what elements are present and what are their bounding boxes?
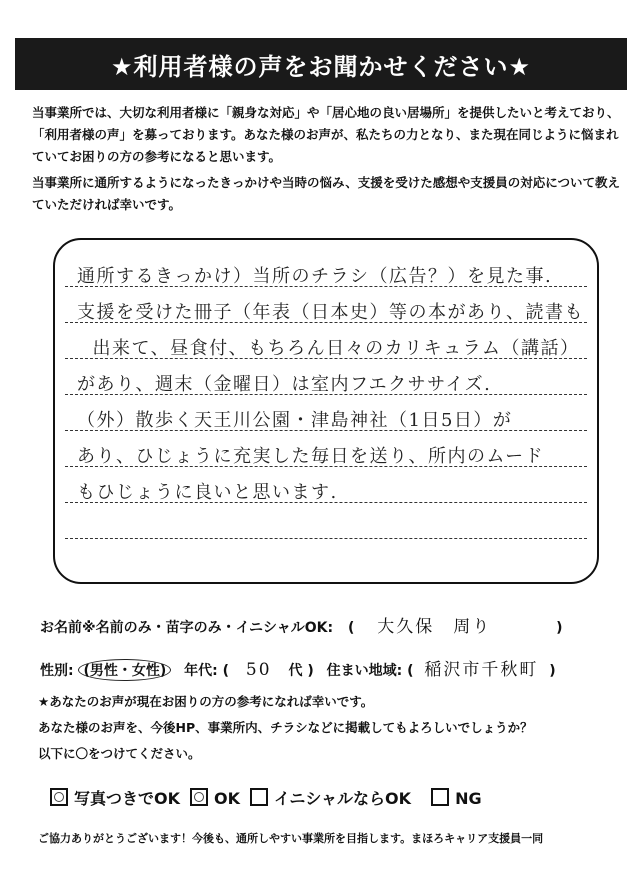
consent-option-ng[interactable]: NG — [431, 788, 482, 808]
handwritten-line: あり、ひじょうに充実した毎日を送り、所内のムード — [77, 446, 545, 467]
area-value[interactable]: 稲沢市千秋町 — [424, 660, 539, 680]
handwritten-line: 支援を受けた冊子（年表（日本史）等の本があり、読書も — [77, 302, 584, 323]
checkbox-icon[interactable] — [250, 788, 268, 806]
checkbox-icon[interactable] — [431, 788, 449, 806]
checkbox-icon[interactable] — [50, 788, 68, 806]
handwritten-line: （外）散歩く天王川公園・津島神社（1日5日）が — [77, 410, 513, 431]
footer-text: ご協力ありがとうございます！今後も、通所しやすい事業所を目指します。まほろキャリア支援員一同 — [38, 832, 544, 845]
area-label: 住まい地域: — [326, 663, 403, 679]
handwritten-line: があり、週末（金曜日）は室内フエクササイズ. — [77, 374, 492, 395]
handwritten-line: もひじょうに良いと思います. — [77, 482, 338, 503]
age-value[interactable]: 50 — [245, 660, 272, 680]
consent-option-photo[interactable]: 写真つきでOK — [50, 786, 180, 809]
note-line: 以下に〇をつけてください。 — [38, 746, 201, 761]
comment-box — [53, 238, 599, 584]
checkbox-icon[interactable] — [190, 788, 208, 806]
note-line: ★あなたのお声が現在お困りの方の参考になれば幸いです。 — [38, 694, 374, 709]
consent-option-initial[interactable]: イニシャルならOK — [250, 786, 411, 809]
name-label: お名前※名前のみ・苗字のみ・イニシャルOK: — [40, 620, 334, 636]
consent-options — [50, 786, 482, 809]
intro-paragraph: 当事業所では、大切な利用者様に「親身な対応」や「居心地の良い居場所」を提供したいと考えており、「利用者様の声」を募っております。あなた様のお声が、私たちの力となり、また現在同じように悩まれていてお困りの方の参考になると思います。 — [32, 105, 620, 164]
page-title-banner — [15, 38, 627, 90]
gender-options[interactable]: (男性・女性) — [78, 659, 171, 681]
page-title: ★利用者様の声をお聞かせください★ — [110, 52, 532, 81]
name-value[interactable]: 大久保 周り — [377, 617, 492, 637]
consent-option-ok[interactable]: OK — [190, 788, 240, 808]
age-suffix: 代 — [288, 663, 303, 679]
handwritten-line: 出来て、昼食付、もちろん日々のカリキュラム（講話） — [73, 338, 580, 359]
name-row: お名前※名前のみ・苗字のみ・イニシャルOK: ( 大久保 周り ) — [40, 617, 563, 637]
gender-label: 性別: — [40, 663, 74, 679]
age-label: 年代: — [184, 663, 218, 679]
question-paragraph: 当事業所に通所するようになったきっかけや当時の悩み、支援を受けた感想や支援員の対応について教えていただければ幸いです。 — [32, 175, 621, 212]
handwritten-line: 通所するきっかけ）当所のチラシ（広告？）を見た事. — [77, 266, 553, 287]
ruled-line — [65, 538, 587, 539]
profile-row: 性別: (男性・女性) 年代: ( 50 代 ) 住まい地域: ( 稲沢市千秋町 ) — [40, 660, 556, 680]
note-line: あなた様のお声を、今後HP、事業所内、チラシなどに掲載してもよろしいでしょうか？ — [38, 720, 533, 735]
